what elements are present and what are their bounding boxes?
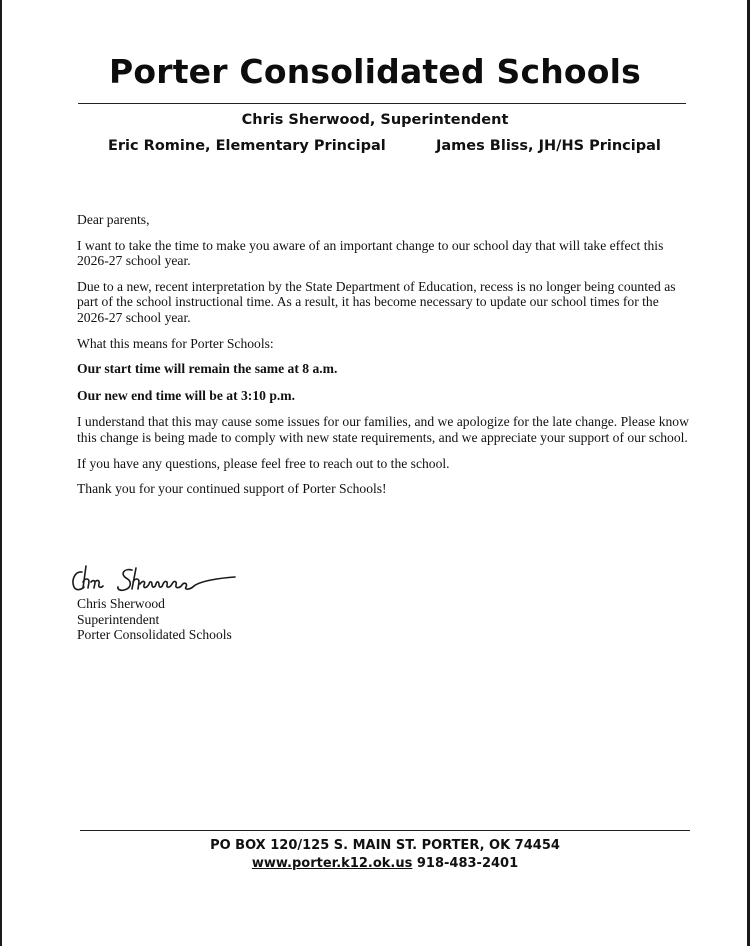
signatory-title: Superintendent	[77, 611, 160, 627]
paragraph-meaning: What this means for Porter Schools:	[77, 335, 274, 351]
paragraph-intro: I want to take the time to make you aware of an important change to our school day that will take effect this 2026-27 school year.	[77, 237, 664, 269]
paragraph-questions: If you have any questions, please feel free to reach out to the school.	[77, 455, 450, 471]
end-time-statement: Our new end time will be at 3:10 p.m.	[77, 387, 295, 403]
website-link[interactable]: www.porter.k12.ok.us	[251, 856, 413, 871]
phone-number: 918-483-2401	[416, 856, 519, 871]
signatory-details	[77, 596, 232, 643]
signatory-name: Chris Sherwood	[77, 596, 165, 611]
footer-address: PO BOX 120/125 S. MAIN ST. PORTER, OK 74454	[210, 838, 560, 853]
school-name: Porter Consolidated Schools	[108, 52, 642, 91]
footer-divider	[80, 830, 690, 831]
footer-contact	[0, 856, 750, 871]
elementary-principal: Eric Romine, Elementary Principal	[108, 138, 386, 154]
paragraph-apology: I understand that this may cause some issues for our families, and we apologize for the late change. Please know this change is being made to comply with new state requirements, and we appreciate your support of our school.	[77, 414, 689, 445]
letter-body	[77, 212, 689, 507]
paragraph-thanks: Thank you for your continued support of Porter Schools!	[77, 481, 387, 497]
signature	[70, 562, 240, 600]
signatory-organization: Porter Consolidated Schools	[77, 627, 232, 643]
handwritten-signature	[70, 562, 240, 600]
start-time-statement: Our start time will remain the same at 8 a.m.	[77, 361, 338, 377]
superintendent-line: Chris Sherwood, Superintendent	[241, 112, 509, 128]
jhhs-principal: James Bliss, JH/HS Principal	[436, 138, 661, 154]
paragraph-reason: Due to a new, recent interpretation by the State Department of Education, recess is no longer being counted as part of the school instructional time. As a result, it has become necessary to update our school times for the 2026-27 school year.	[77, 278, 676, 325]
header-divider	[78, 103, 686, 104]
page-edge-left	[0, 0, 2, 946]
greeting: Dear parents,	[77, 212, 150, 227]
